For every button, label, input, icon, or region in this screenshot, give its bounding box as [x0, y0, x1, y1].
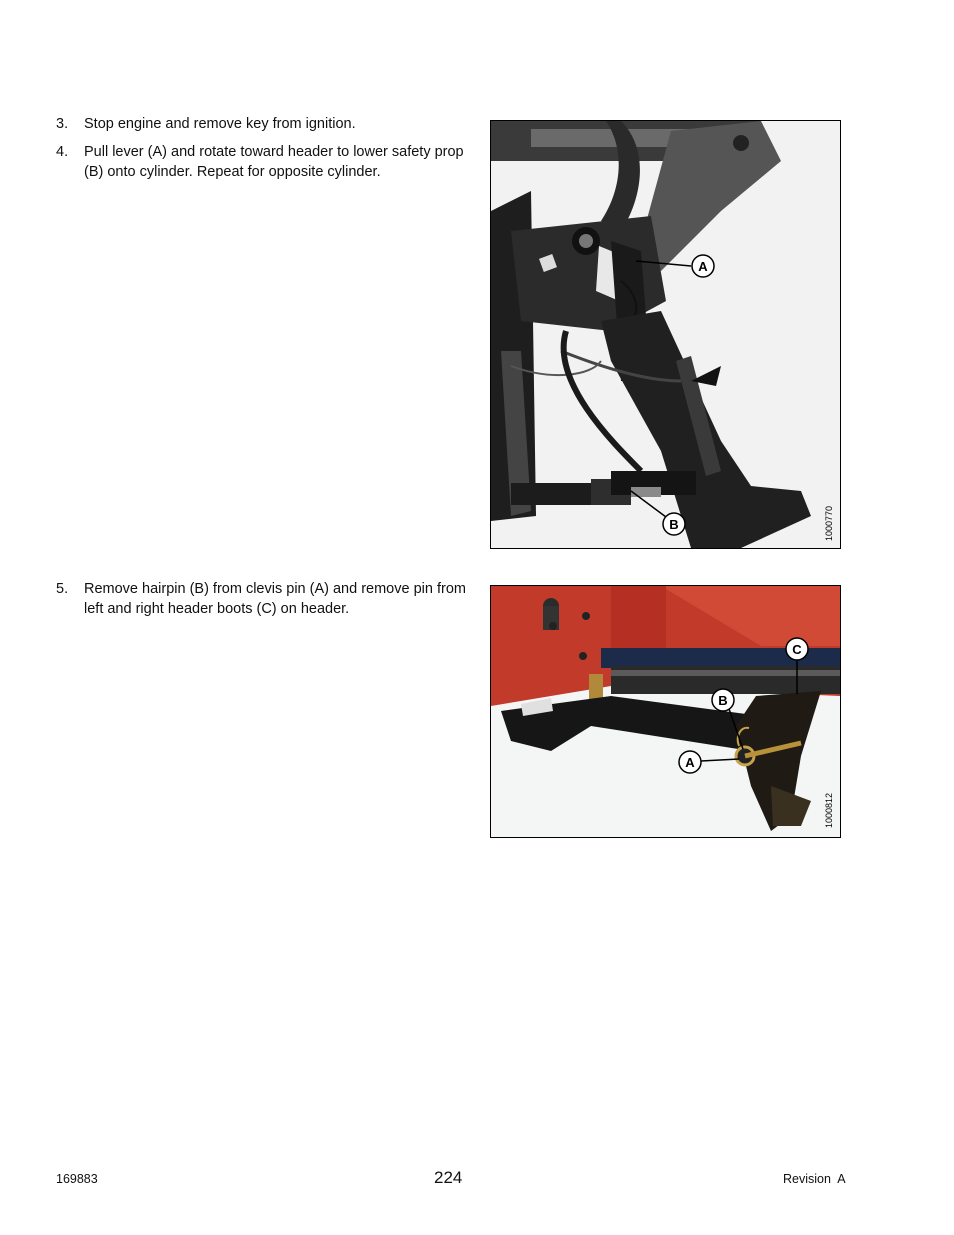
revision-label: Revision A: [783, 1172, 846, 1186]
step-4: [56, 143, 466, 182]
step-number: 3.: [56, 116, 69, 132]
step-text: Remove hairpin (B) from clevis pin (A) and remove pin from left and right header boots (C) on header.: [84, 581, 466, 617]
callout-label: B: [669, 517, 679, 532]
callout-label: C: [792, 642, 802, 657]
callout-label: B: [718, 693, 728, 708]
figure-safety-prop: [490, 120, 841, 549]
step-3: [56, 115, 466, 135]
step-text: Pull lever (A) and rotate toward header to lower safety prop (B) onto cylinder. Repeat for opposite cylinder.: [84, 144, 464, 180]
header-boot-photo: [491, 586, 840, 837]
step-number: 4.: [56, 144, 69, 160]
figure-id: 1000812: [824, 792, 834, 828]
callout-label: A: [685, 755, 695, 770]
callout-label: A: [698, 259, 708, 274]
step-5: [56, 580, 466, 619]
step-text: Stop engine and remove key from ignition.: [84, 116, 356, 132]
step-number: 5.: [56, 581, 69, 597]
figure-id: 1000770: [824, 505, 834, 541]
safety-prop-photo: [491, 121, 840, 548]
figure-header-boot: [490, 585, 841, 838]
page-number: 224: [434, 1168, 463, 1187]
document-number: 169883: [56, 1172, 98, 1186]
